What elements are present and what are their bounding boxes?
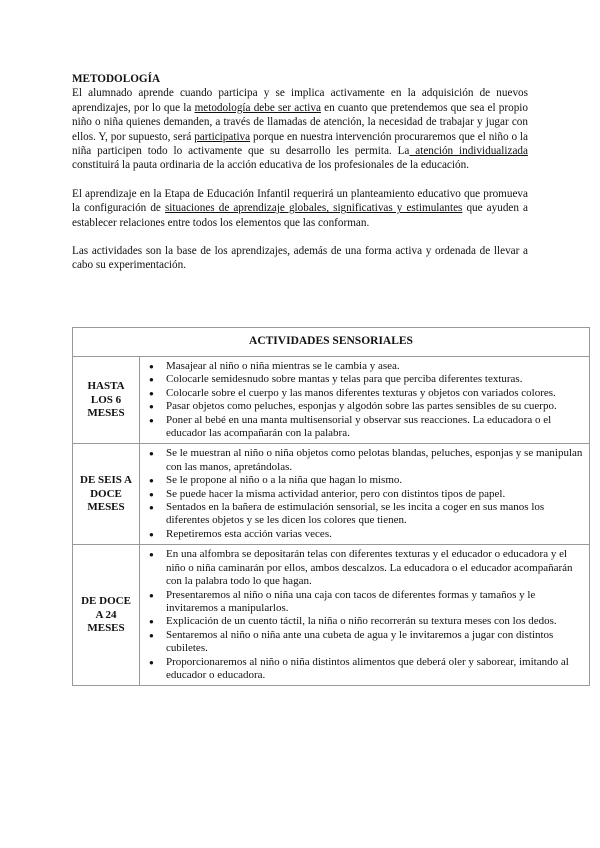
table-row: [73, 545, 590, 686]
p1-underline-2: participativa: [194, 130, 251, 143]
list-item: ● Sentados en la bañera de estimulación sensorial, se les incita a coger en sus manos los diferentes objetos y se les dicen los colores que tienen.: [140, 501, 585, 528]
activity-list: [140, 548, 585, 682]
activity-list: [140, 360, 585, 440]
activities-cell: [140, 357, 590, 444]
table-header-row: [73, 328, 590, 357]
p1-text-d: constituirá la pauta ordinaria de la acción educativa de los profesionales de la educación.: [72, 159, 469, 172]
list-item: ● Presentaremos al niño o niña una caja con tacos de diferentes formas y tamaños y le invitaremos a manipularlos.: [140, 589, 585, 616]
list-item: ● Sentaremos al niño o niña ante una cubeta de agua y le invitaremos a jugar con distintos cubiletes.: [140, 629, 585, 656]
p1-text-b: en cuanto que pretendemos que sea el propio niño o niña quienes demanden, a través de llamadas de atención, la necesidad de trabajar y jugar con ellos. Y, por supuesto, será: [72, 101, 529, 143]
list-item: ● En una alfombra se depositarán telas con diferentes texturas y el educador o educadora y el niño o niña caminarán por ellos, ambos descalzos. La educadora o el educador acompañarán con la palabra todo lo que hagan.: [140, 548, 585, 588]
list-item: ● Se puede hacer la misma actividad anterior, pero con distintos tipos de papel.: [140, 488, 585, 501]
table-header: ACTIVIDADES SENSORIALES: [73, 328, 590, 357]
activities-cell: [140, 444, 590, 545]
table-row: [73, 357, 590, 444]
p2-text-b: que ayuden a establecer relaciones entre todos los elementos que las conforman.: [72, 202, 528, 229]
activities-cell: [140, 545, 590, 686]
p1-underline-1: metodología debe ser activa: [194, 101, 321, 114]
list-item: ● Colocarle sobre el cuerpo y las manos diferentes texturas y objetos con variados colores.: [140, 387, 585, 400]
list-item: ● Se le muestran al niño o niña objetos como pelotas blandas, peluches, esponjas y se manipulan con las manos, apretándolas.: [140, 447, 585, 474]
age-cell: DE SEIS A DOCE MESES: [73, 444, 140, 545]
p1-text-c: porque en nuestra intervención procuraremos que el niño o la niña participen todo lo activamente que su desarrollo les permita. La: [72, 130, 528, 158]
activities-table: [72, 327, 590, 686]
list-item: ● Repetiremos esta acción varias veces.: [140, 528, 585, 541]
age-cell: DE DOCE A 24 MESES: [73, 545, 140, 686]
list-item: ● Pasar objetos como peluches, esponjas y algodón sobre las partes sensibles de su cuerpo.: [140, 400, 585, 413]
document-body: [72, 72, 528, 273]
list-item: ● Se le propone al niño o a la niña que hagan lo mismo.: [140, 474, 585, 487]
table-row: [73, 444, 590, 545]
list-item: ● Poner al bebé en una manta multisensorial y observar sus reacciones. La educadora o el educador las acompañarán con la palabra.: [140, 414, 585, 441]
p1-text-a: El alumnado aprende cuando participa y se implica activamente en la adquisición de nuevos aprendizajes, por lo que la: [72, 87, 528, 114]
p1-underline-3: atención individualizada: [409, 145, 528, 158]
paragraph-3: Las actividades son la base de los aprendizajes, además de una forma activa y ordenada de llevar a cabo su experimentación.: [72, 245, 528, 272]
p2-text-a: El aprendizaje en la Etapa de Educación Infantil requerirá un planteamiento educativo que promueva la configuración de: [72, 187, 528, 215]
paragraph-2: [72, 187, 528, 230]
list-item: ● Masajear al niño o niña mientras se le cambia y asea.: [140, 360, 585, 373]
p2-underline-1: situaciones de aprendizaje globales, significativas y estimulantes: [164, 202, 463, 215]
activity-list: [140, 447, 585, 541]
list-item: ● Colocarle semidesnudo sobre mantas y telas para que perciba diferentes texturas.: [140, 373, 585, 386]
list-item: ● Proporcionaremos al niño o niña distintos alimentos que deberá oler y saborear, imitando al educador o educadora.: [140, 656, 585, 683]
paragraph-1: [72, 86, 528, 172]
list-item: ● Explicación de un cuento táctil, la niña o niño recorrerán su textura meses con los dedos.: [140, 615, 585, 628]
section-heading: METODOLOGÍA: [72, 73, 161, 85]
age-cell: HASTA LOS 6 MESES: [73, 357, 140, 444]
